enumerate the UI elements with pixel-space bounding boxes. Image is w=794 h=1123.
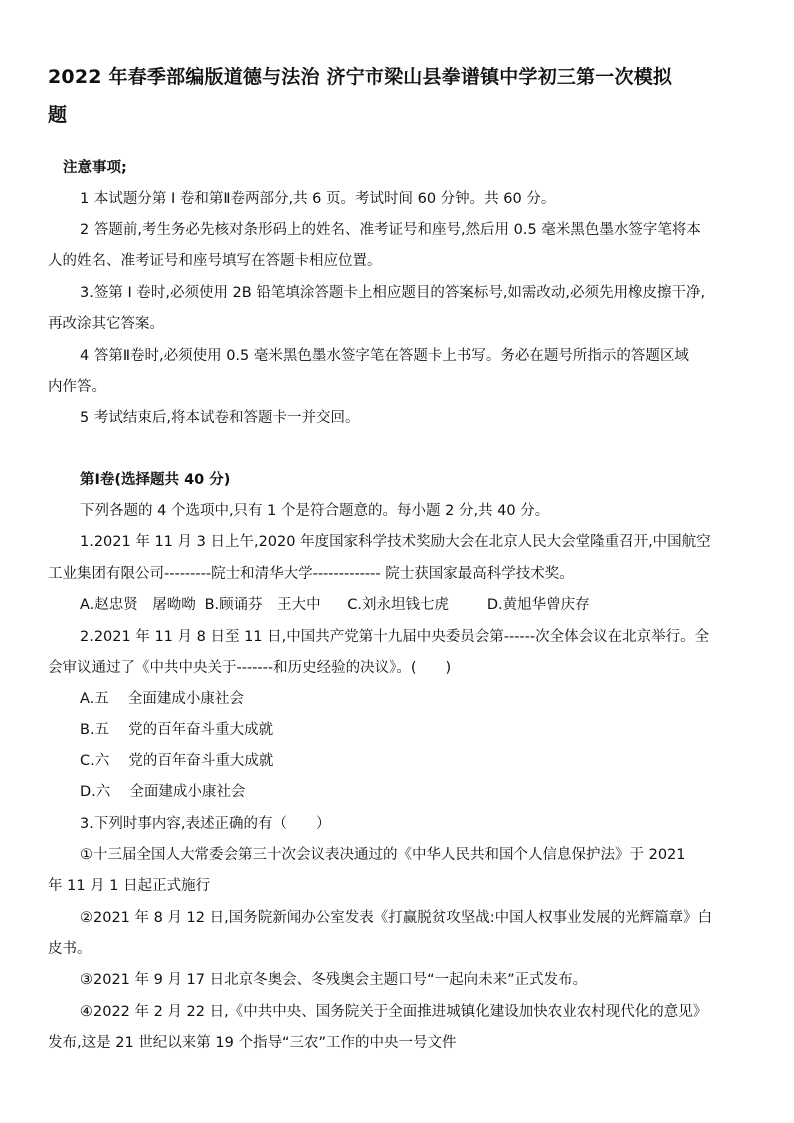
section-instruction: 下列各题的 4 个选项中,只有 1 个是符合题意的。每小题 2 分,共 40 分。	[80, 503, 550, 519]
statement-line: ②2021 年 8 月 12 日,国务院新闻办公室发表《打赢脱贫攻坚战:中国人权事业发展的光辉篇章》白	[80, 910, 713, 926]
question-2-line-1: 2.2021 年 11 月 8 日至 11 日,中国共产党第十九届中央委员会第------次全体会议在北京举行。全	[80, 629, 710, 645]
question-2-line-2: 会审议通过了《中共中央关于-------和历史经验的决议》。( )	[48, 660, 452, 676]
note-item: 3.签第 I 卷时,必须使用 2B 铅笔填涂答题卡上相应题目的答案标号,如需改动,必须先用橡皮擦干净,	[80, 285, 706, 301]
note-item: 内作答。	[48, 379, 106, 395]
option-d: D.六 全面建成小康社会	[80, 784, 246, 800]
section-heading: 第Ⅰ卷(选择题共 40 分)	[80, 472, 231, 488]
option-a: A.赵忠贤 屠呦呦	[80, 597, 196, 613]
note-item: 4 答第Ⅱ卷时,必须使用 0.5 毫米黑色墨水签字笔在答题卡上书写。务必在题号所指示的答题区域	[80, 348, 689, 364]
option-b: B.顾诵芬 王大中	[204, 597, 321, 613]
option-c: C.刘永坦钱七虎	[347, 597, 449, 613]
exam-title	[48, 58, 758, 134]
question-1-line-1: 1.2021 年 11 月 3 日上午,2020 年度国家科学技术奖励大会在北京人民大会堂隆重召开,中国航空	[80, 534, 711, 550]
question-1-options	[80, 595, 590, 615]
option-a: A.五 全面建成小康社会	[80, 691, 244, 707]
statement-line: ③2021 年 9 月 17 日北京冬奥会、冬残奥会主题口号“一起向未来”正式发布。	[80, 972, 588, 988]
option-d: D.黄旭华曾庆存	[486, 597, 590, 613]
option-b: B.五 党的百年奋斗重大成就	[80, 722, 274, 738]
statement-line: ④2022 年 2 月 22 日,《中共中央、国务院关于全面推进城镇化建设加快农业农村现代化的意见》	[80, 1004, 708, 1020]
statement-line: 发布,这是 21 世纪以来第 19 个指导“三农”工作的中央一号文件	[48, 1035, 457, 1051]
option-c: C.六 党的百年奋斗重大成就	[80, 753, 274, 769]
note-item: 再改涂其它答案。	[48, 316, 164, 332]
statement-line: 年 11 月 1 日起正式施行	[48, 878, 211, 894]
notes-heading: 注意事项;	[63, 160, 127, 176]
title-line-2: 题	[48, 104, 68, 126]
statement-line: 皮书。	[48, 941, 92, 957]
statement-line: ①十三届全国人大常委会第三十次会议表决通过的《中华人民共和国个人信息保护法》于 2021	[80, 847, 686, 863]
note-item: 1 本试题分第 I 卷和第Ⅱ卷两部分,共 6 页。考试时间 60 分钟。共 60 分。	[80, 191, 556, 207]
note-item: 人的姓名、准考证号和座号填写在答题卡相应位置。	[48, 253, 382, 269]
question-1-line-2: 工业集团有限公司---------院士和清华大学------------- 院士获国家最高科学技术奖。	[48, 566, 574, 582]
question-3-stem: 3.下列时事内容,表述正确的有（ ）	[80, 816, 331, 832]
note-item: 5 考试结束后,将本试卷和答题卡一并交回。	[80, 410, 360, 426]
title-line-1: 2022 年春季部编版道德与法治 济宁市梁山县拳谱镇中学初三第一次模拟	[48, 66, 673, 88]
note-item: 2 答题前,考生务必先核对条形码上的姓名、准考证号和座号,然后用 0.5 毫米黑色墨水签字笔将本	[80, 222, 701, 238]
